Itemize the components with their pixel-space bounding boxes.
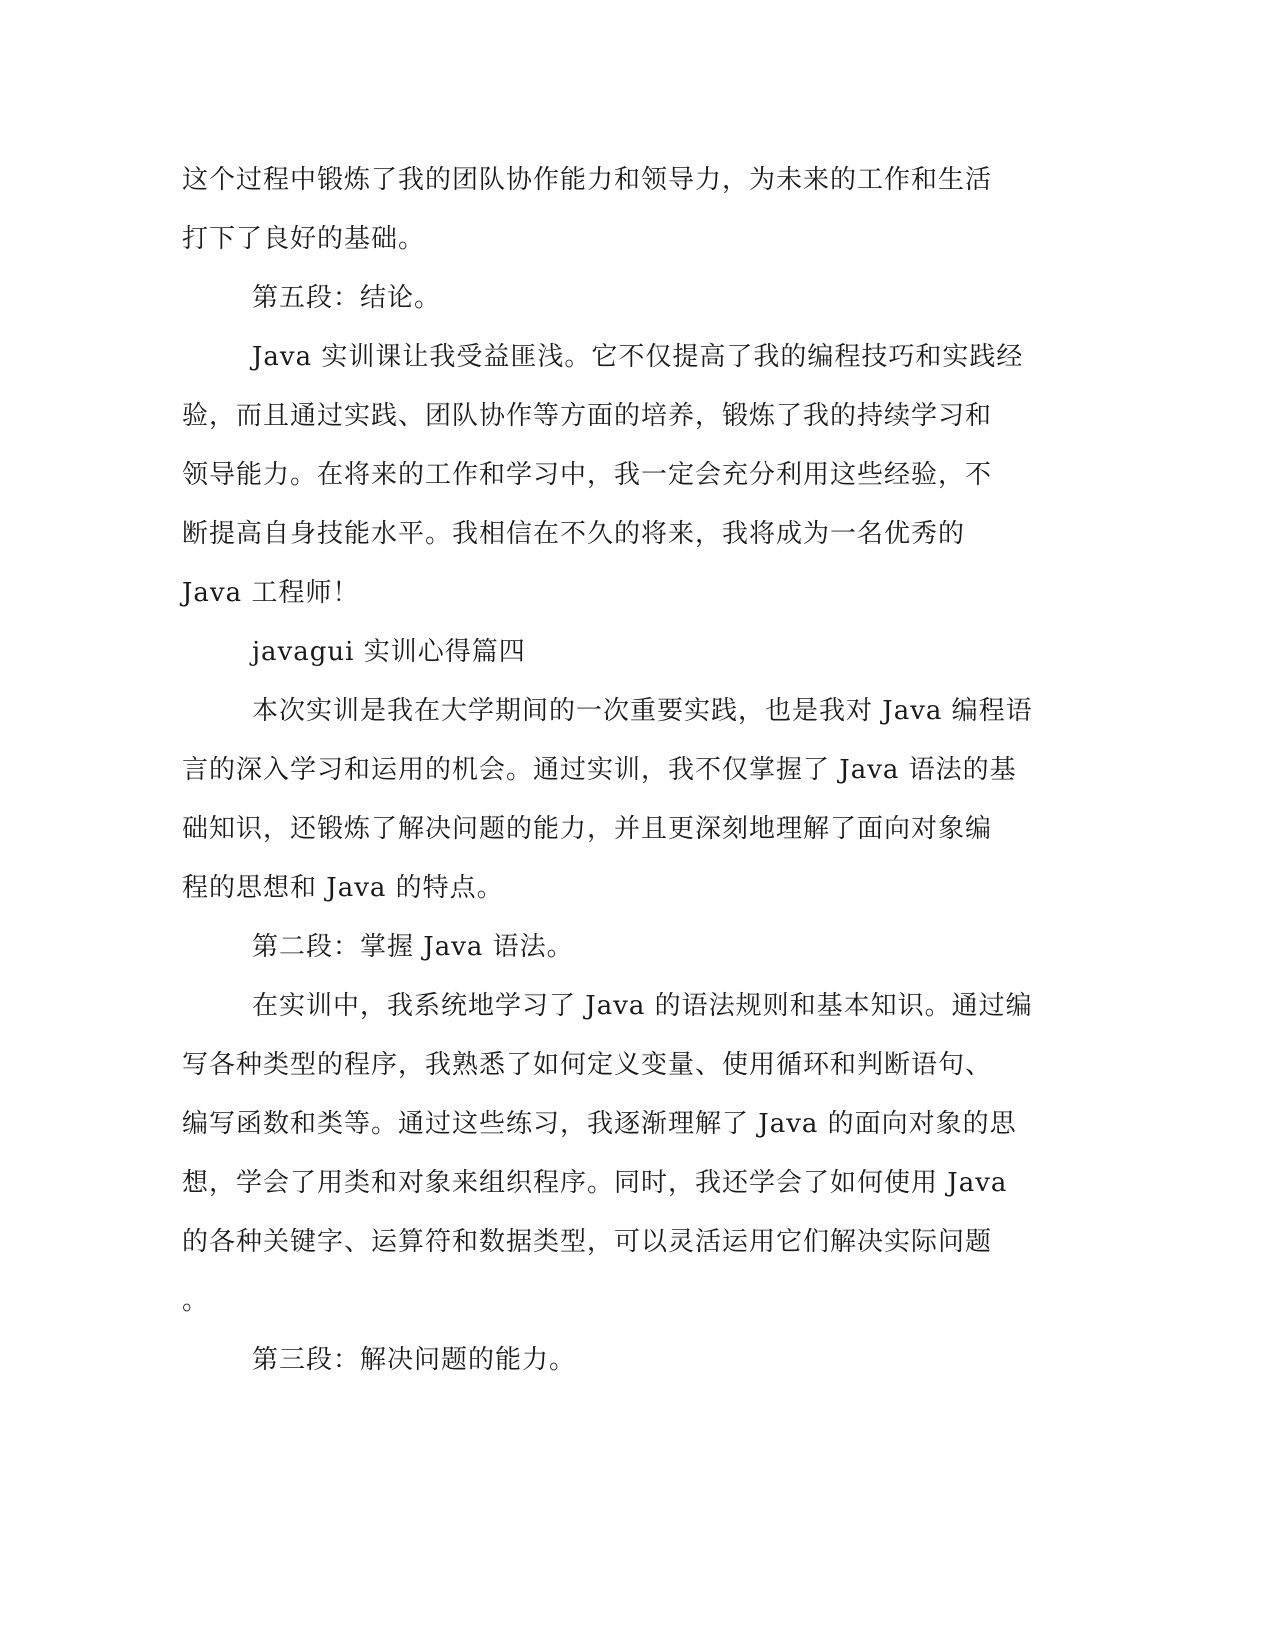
text-line: 的各种关键字、运算符和数据类型，可以灵活运用它们解决实际问题 [182,1227,993,1257]
text-line: 础知识，还锻炼了解决问题的能力，并且更深刻地理解了面向对象编 [182,814,993,844]
text-line: 这个过程中锻炼了我的团队协作能力和领导力，为未来的工作和生活 [182,165,993,195]
text-line: Java 实训课让我受益匪浅。它不仅提高了我的编程技巧和实践经 [252,342,1024,372]
section-heading: 第三段：解决问题的能力。 [252,1345,577,1375]
text-line: 想，学会了用类和对象来组织程序。同时，我还学会了如何使用 Java [182,1168,1008,1198]
text-line: 验，而且通过实践、团队协作等方面的培养，锻炼了我的持续学习和 [182,401,993,431]
text-line: 写各种类型的程序，我熟悉了如何定义变量、使用循环和判断语句、 [182,1050,993,1080]
text-line: Java 工程师！ [182,578,360,608]
text-line: 领导能力。在将来的工作和学习中，我一定会充分利用这些经验，不 [182,460,993,490]
text-line: 编写函数和类等。通过这些练习，我逐渐理解了 Java 的面向对象的思 [182,1109,1017,1139]
text-line: 打下了良好的基础。 [182,224,426,254]
article-title: javagui 实训心得篇四 [252,637,526,667]
text-line: 断提高自身技能水平。我相信在不久的将来，我将成为一名优秀的 [182,519,966,549]
section-heading: 第五段：结论。 [252,283,442,313]
text-line: 在实训中，我系统地学习了 Java 的语法规则和基本知识。通过编 [252,991,1033,1021]
section-heading: 第二段：掌握 Java 语法。 [252,932,574,962]
text-line: 程的思想和 Java 的特点。 [182,873,504,903]
text-line: 。 [182,1286,210,1316]
text-line: 本次实训是我在大学期间的一次重要实践，也是我对 Java 编程语 [252,696,1033,726]
text-line: 言的深入学习和运用的机会。通过实训，我不仅掌握了 Java 语法的基 [182,755,1017,785]
